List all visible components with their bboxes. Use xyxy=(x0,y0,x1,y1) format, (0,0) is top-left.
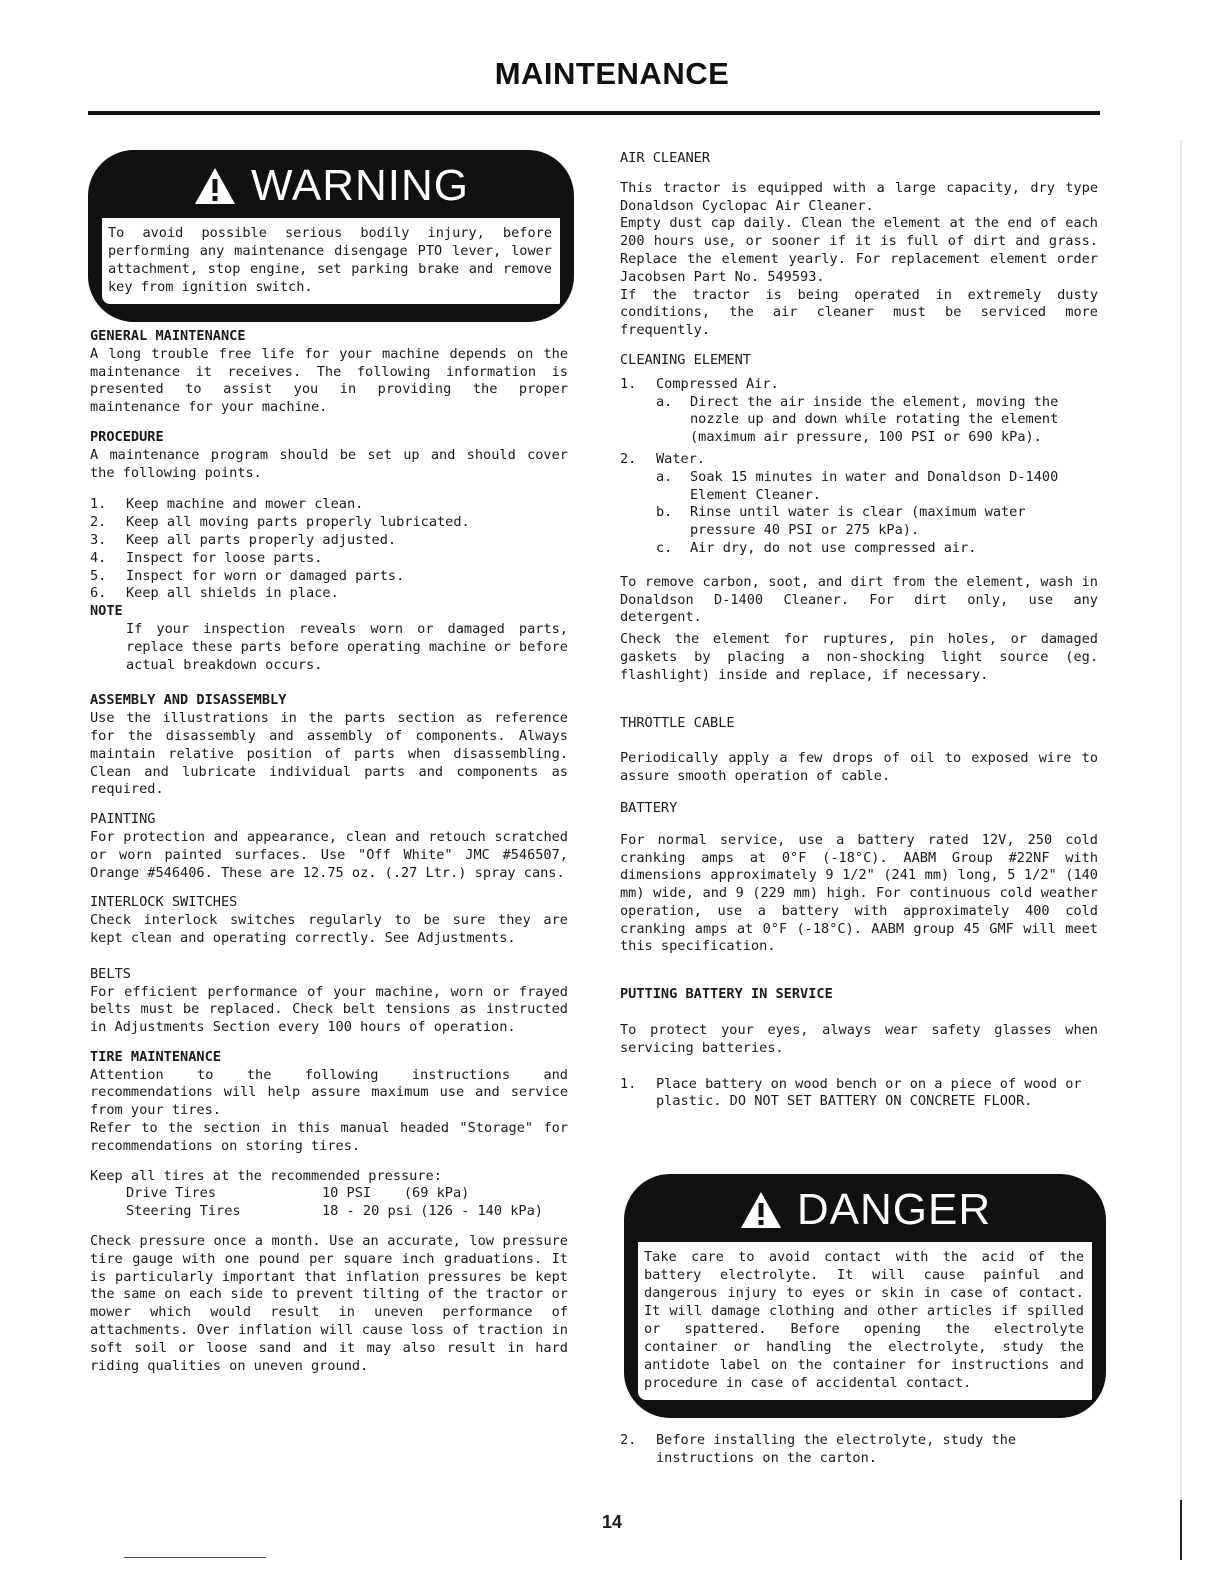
pressure-value: 10 PSI (69 kPa) xyxy=(322,1185,470,1202)
danger-box xyxy=(624,1174,1106,1418)
general-maintenance-text: A long trouble free life for your machine depends on the maintenance it receives. The following information is presented to assist you in providing the proper maintenance for your machine. xyxy=(90,345,568,416)
procedure-list xyxy=(90,496,568,603)
air-cleaner-text-2: Empty dust cap daily. Clean the element at the end of each 200 hours use, or sooner if it is full of dirt and grass. Replace the element yearly. For replacement element order Jacobsen Part No. 549593. xyxy=(620,215,1098,285)
list-item: 1. Keep machine and mower clean. xyxy=(90,496,364,513)
danger-label: DANGER xyxy=(796,1185,992,1234)
warning-text: To avoid possible serious bodily injury, before performing any maintenance disengage PTO lever, lower attachment, stop engine, set parking brake and remove key from ignition switch. xyxy=(102,218,560,304)
right-column xyxy=(620,150,1098,1123)
assembly-text: Use the illustrations in the parts section as reference for the disassembly and assembly of components. Always maintain relative position of parts when disassembling. Clean and lubricate individual parts and components as required. xyxy=(90,710,568,798)
throttle-section xyxy=(620,715,1098,786)
footer-rule xyxy=(124,1557,266,1558)
painting-heading: PAINTING xyxy=(90,811,156,828)
belts-section xyxy=(90,966,568,1037)
interlock-heading: INTERLOCK SWITCHES xyxy=(90,894,238,911)
tire-text-1: Attention to the following instructions and recommendations will help assure maximum use and service from your tires. xyxy=(90,1066,568,1119)
air-cleaner-text-3: If the tractor is being operated in extremely dusty conditions, the air cleaner must be serviced more frequently. xyxy=(620,286,1098,339)
cleaning-text-2: Check the element for ruptures, pin holes, or damaged gaskets by placing a non-shocking light source (eg. flashlight) inside and replace, if necessary. xyxy=(620,631,1098,683)
tire-section xyxy=(90,1049,568,1376)
belts-heading: BELTS xyxy=(90,965,131,982)
warning-label: WARNING xyxy=(250,161,470,210)
air-cleaner-text-1: This tractor is equipped with a large capacity, dry type Donaldson Cyclopac Air Cleaner. xyxy=(620,179,1098,214)
putting-battery-section xyxy=(620,986,1098,1111)
cleaning-sublist xyxy=(620,469,1098,558)
scan-edge-line xyxy=(1180,140,1182,1560)
cleaning-element-heading: CLEANING ELEMENT xyxy=(620,351,751,368)
left-column xyxy=(90,328,568,1387)
list-item: b. Rinse until water is clear (maximum water pressure 40 PSI or 275 kPa). xyxy=(656,504,1026,539)
page-number: 14 xyxy=(601,1512,623,1532)
list-item: 4. Inspect for loose parts. xyxy=(90,549,323,566)
cleaning-list xyxy=(620,451,1098,469)
danger-triangle-icon xyxy=(739,1190,783,1230)
tire-text-2: Refer to the section in this manual headed "Storage" for recommendations on storing tires. xyxy=(90,1120,568,1154)
list-item: c. Air dry, do not use compressed air. xyxy=(656,539,977,556)
pressure-label: Drive Tires xyxy=(126,1185,217,1202)
danger-header xyxy=(628,1178,1102,1242)
pressure-label: Steering Tires xyxy=(126,1203,241,1220)
putting-battery-step-2 xyxy=(620,1432,1098,1468)
list-item: 2. Keep all moving parts properly lubricated. xyxy=(90,514,470,531)
warning-triangle-icon xyxy=(193,166,237,206)
putting-battery-step-1 xyxy=(620,1076,1098,1112)
air-cleaner-heading: AIR CLEANER xyxy=(620,150,711,166)
interlock-text: Check interlock switches regularly to be sure they are kept clean and operating correctly. See Adjustments. xyxy=(90,912,568,946)
list-item: 1. Place battery on wood bench or on a piece of wood or plastic. DO NOT SET BATTERY ON CONCRETE FLOOR. xyxy=(620,1075,1082,1110)
procedure-text: A maintenance program should be set up and should cover the following points. xyxy=(90,446,568,481)
procedure-heading: PROCEDURE xyxy=(90,428,164,445)
list-item: a. Soak 15 minutes in water and Donaldson D-1400 Element Cleaner. xyxy=(656,468,1059,503)
note-text: If your inspection reveals worn or damaged parts, replace these parts before operating machine or before actual breakdown occurs. xyxy=(126,620,568,673)
cleaning-sublist xyxy=(620,394,1098,447)
battery-text: For normal service, use a battery rated 12V, 250 cold cranking amps at 0°F (-18°C). AABM Group #22NF with dimensions approximately 9 1/2" (241 mm) long, 5 1/2" (140 mm) wide, and 9 (229 mm) high. For continuous cold weather operation, use a battery with approximately 400 cold cranking amps at 0°F (-18°C). AABM group 45 GMF will meet this specification. xyxy=(620,831,1098,955)
general-maintenance-heading: GENERAL MAINTENANCE xyxy=(90,328,246,344)
general-maintenance-section xyxy=(90,328,568,417)
list-item: 5. Inspect for worn or damaged parts. xyxy=(90,567,405,584)
warning-header xyxy=(92,154,570,218)
list-item: 6. Keep all shields in place. xyxy=(90,585,339,602)
title-rule xyxy=(88,111,1100,115)
assembly-heading: ASSEMBLY AND DISASSEMBLY xyxy=(90,692,287,709)
painting-text: For protection and appearance, clean and retouch scratched or worn painted surfaces. Use "Off White" JMC #546507, Orange #546406. These are 12.75 oz. (.27 Ltr.) spray cans. xyxy=(90,828,568,881)
cleaning-element-section xyxy=(620,352,1098,685)
putting-battery-heading: PUTTING BATTERY IN SERVICE xyxy=(620,986,833,1003)
battery-heading: BATTERY xyxy=(620,799,678,816)
list-item: 1. Compressed Air. xyxy=(620,375,779,392)
tire-heading: TIRE MAINTENANCE xyxy=(90,1048,221,1065)
tire-pressure-table xyxy=(126,1185,568,1221)
list-item: 2. Water. xyxy=(620,450,706,467)
putting-battery-text: To protect your eyes, always wear safety glasses when servicing batteries. xyxy=(620,1022,1098,1056)
list-item: 2. Before installing the electrolyte, study the instructions on the carton. xyxy=(620,1432,1017,1466)
tire-pressure-intro: Keep all tires at the recommended pressure: xyxy=(90,1167,442,1184)
painting-section xyxy=(90,811,568,882)
throttle-heading: THROTTLE CABLE xyxy=(620,714,735,731)
note-title: NOTE xyxy=(90,603,123,620)
list-item: a. Direct the air inside the element, moving the nozzle up and down while rotating the element (maximum air pressure, 100 PSI or 690 kPa). xyxy=(656,393,1059,446)
belts-text: For efficient performance of your machine, worn or frayed belts must be replaced. Check belt tensions as instructed in Adjustments Section every 100 hours of operation. xyxy=(90,983,568,1036)
cleaning-text-1: To remove carbon, soot, and dirt from the element, wash in Donaldson D-1400 Cleaner. For dirt only, use any detergent. xyxy=(620,573,1098,626)
danger-text: Take care to avoid contact with the acid of the battery electrolyte. It will cause painful and dangerous injury to eyes or skin in case of contact. It will damage clothing and other articles if spilled or spattered. Before opening the electrolyte container or handling the electrolyte, study the antidote label on the container for instructions and procedure in case of accidental contact. xyxy=(638,1242,1092,1400)
tire-text-3: Check pressure once a month. Use an accurate, low pressure tire gauge with one pound per square inch graduations. It is particularly important that inflation pressures be kept the same on each side to prevent tilting of the tractor or mower which would result in uneven performance of attachments. Over inflation will cause loss of traction in soft soil or loose sand and it may also result in hard riding qualities on uneven ground. xyxy=(90,1233,568,1374)
battery-section xyxy=(620,800,1098,956)
interlock-section xyxy=(90,894,568,947)
cleaning-list xyxy=(620,376,1098,394)
page-title: MAINTENANCE xyxy=(494,56,730,91)
air-cleaner-section xyxy=(620,150,1098,340)
step-2-list xyxy=(620,1432,1098,1468)
procedure-section xyxy=(90,429,568,674)
pressure-value: 18 - 20 psi (126 - 140 kPa) xyxy=(322,1203,543,1220)
list-item: 3. Keep all parts properly adjusted. xyxy=(90,531,397,548)
assembly-section xyxy=(90,692,568,799)
throttle-text: Periodically apply a few drops of oil to exposed wire to assure smooth operation of cable. xyxy=(620,750,1098,785)
warning-box xyxy=(88,150,574,322)
